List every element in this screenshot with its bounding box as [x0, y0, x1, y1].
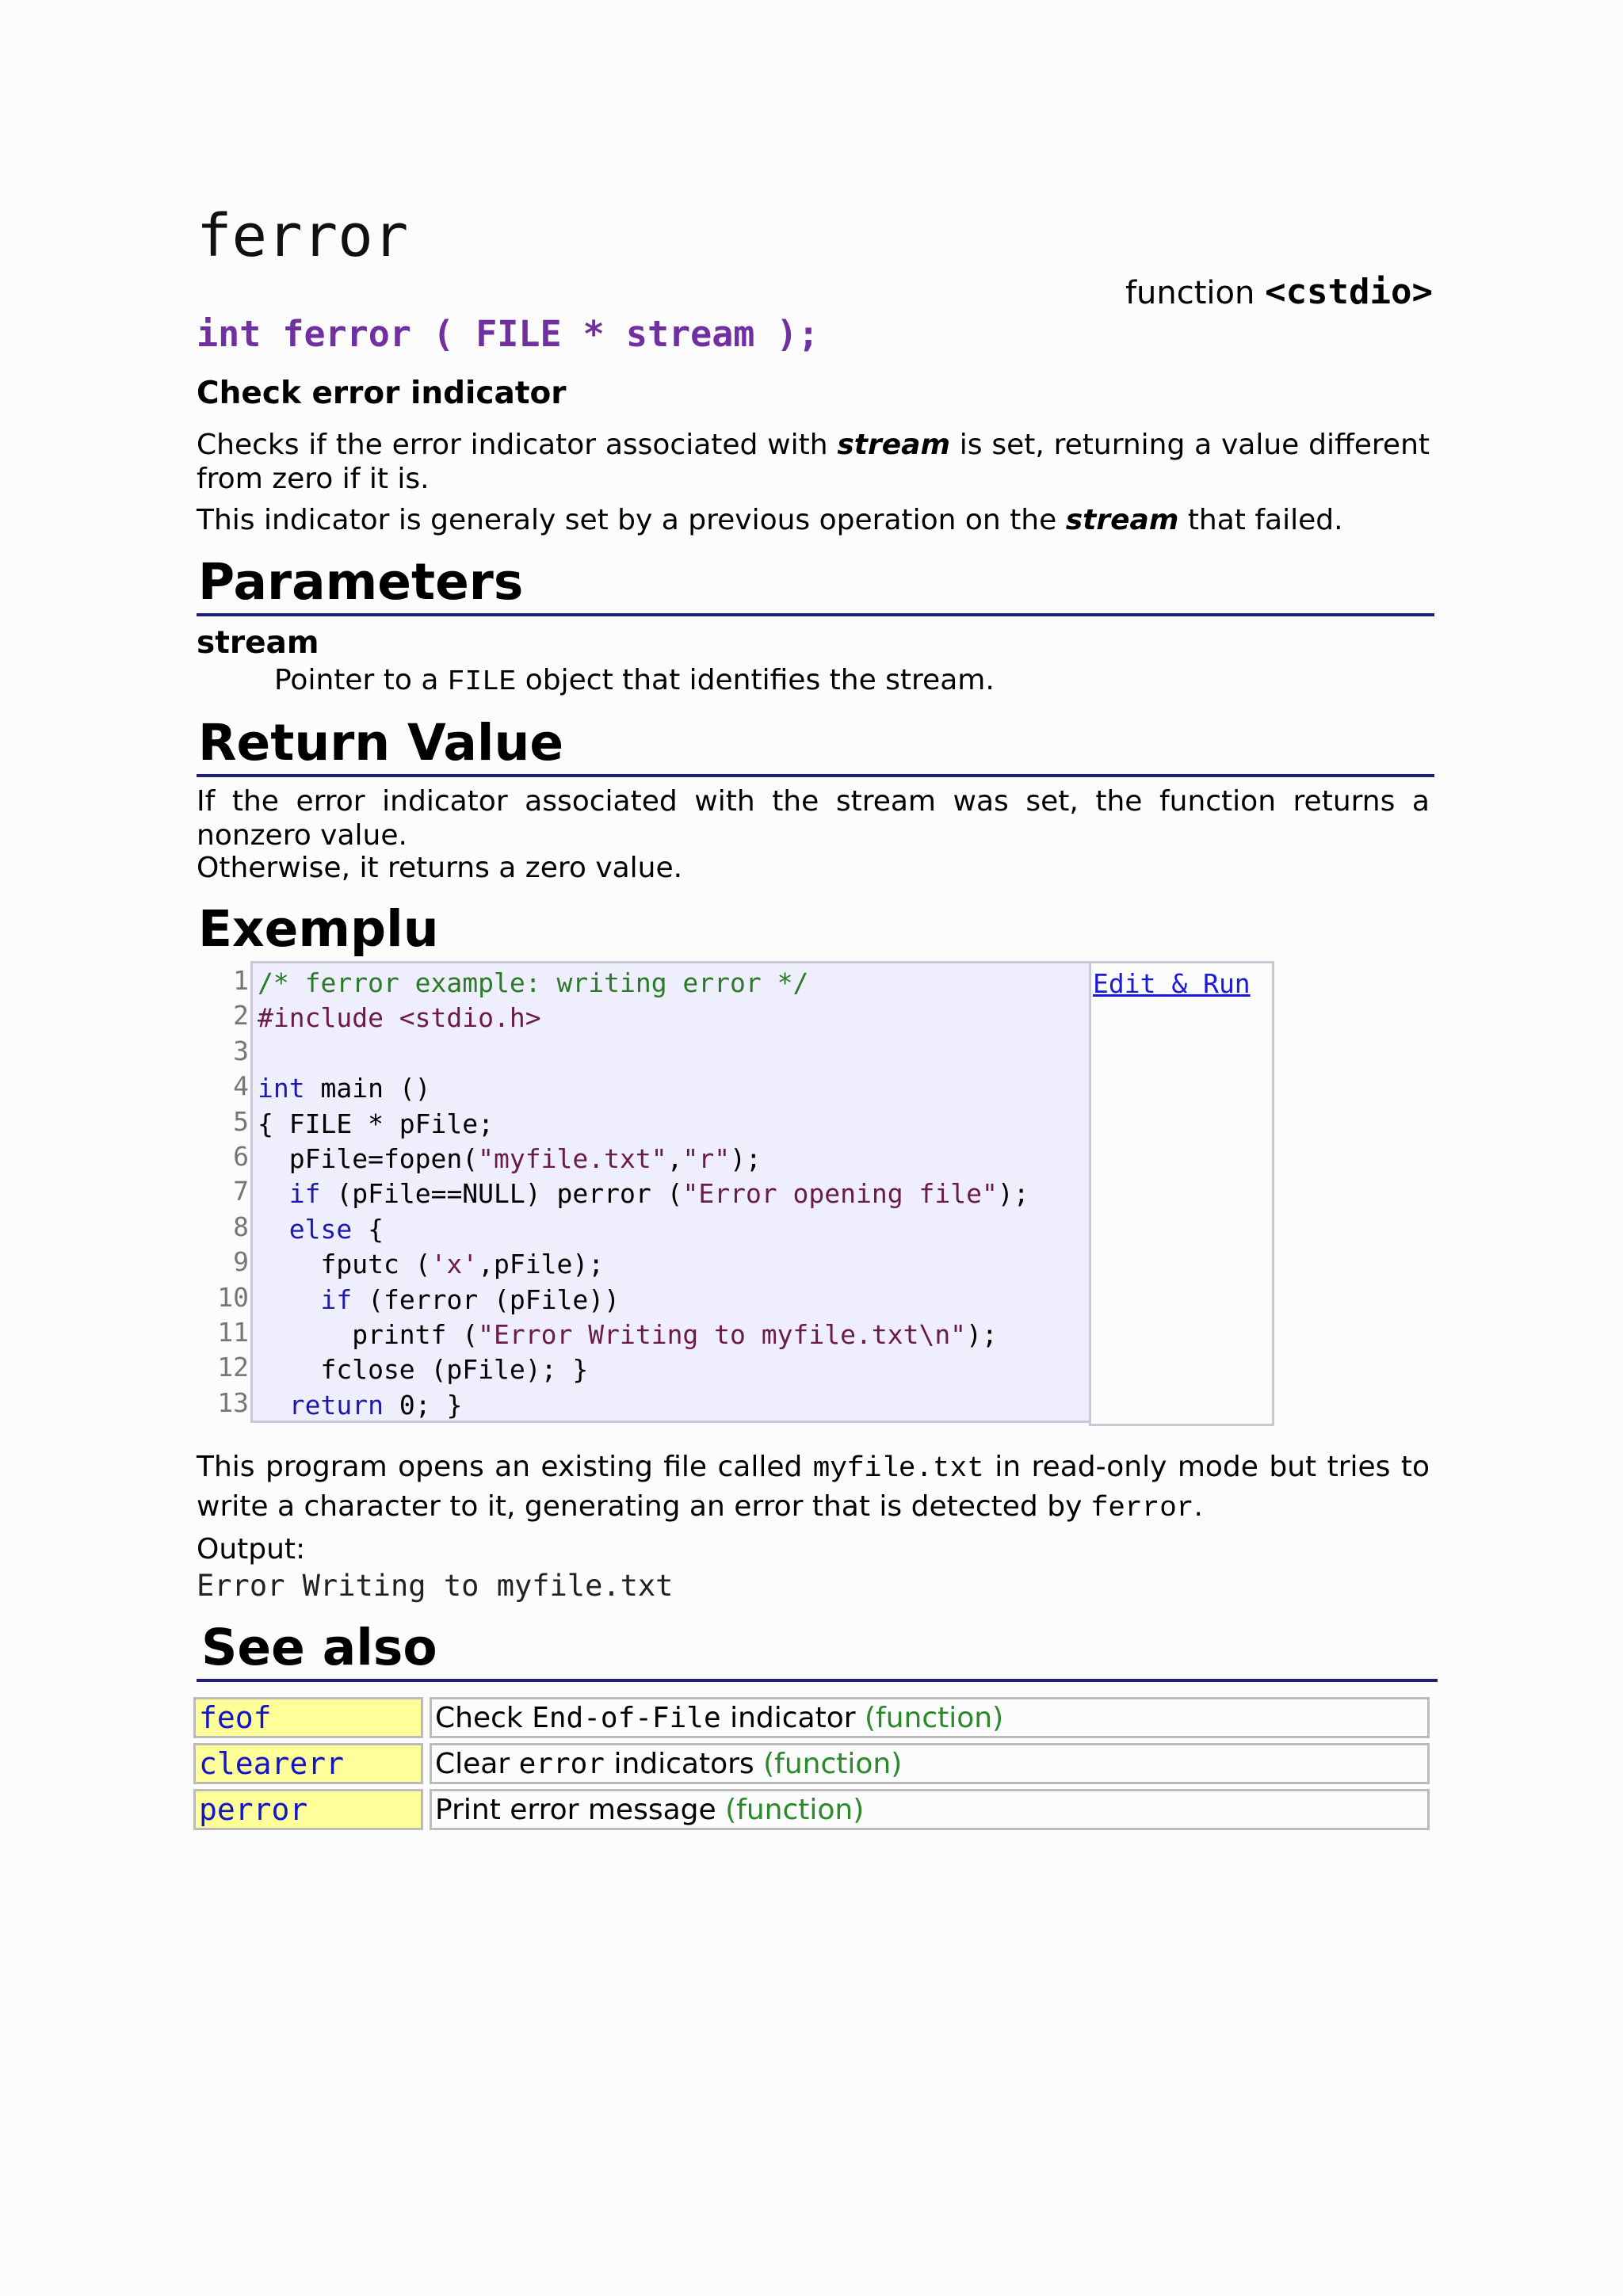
line-number: 6 — [233, 1141, 249, 1173]
see-also-row — [193, 1697, 1430, 1738]
line-number: 13 — [217, 1386, 249, 1418]
text: object that identifies the stream. — [525, 664, 995, 696]
line-number: 9 — [233, 1246, 249, 1278]
section-heading-parameters: Parameters — [197, 551, 1434, 616]
text: Check — [435, 1701, 523, 1734]
output-value: Error Writing to myfile.txt — [197, 1569, 674, 1603]
code-inline: FILE — [447, 666, 517, 698]
section-heading-return-value: Return Value — [197, 712, 1434, 777]
section-heading-example: Exemplu — [198, 900, 439, 958]
return-value-line-1: If the error indicator associated with the stream was set, the function returns a nonzero value. — [197, 785, 1430, 852]
text: indicator — [730, 1701, 856, 1734]
description-paragraph-2 — [197, 503, 1430, 537]
return-value-line-2: Otherwise, it returns a zero value. — [197, 852, 683, 884]
spacer — [423, 1743, 430, 1784]
line-numbers — [197, 961, 249, 1421]
line-number: 1 — [233, 965, 249, 996]
line-number: 7 — [233, 1176, 249, 1207]
function-prototype: int ferror ( FILE * stream ); — [197, 313, 819, 355]
edit-run-panel — [1089, 961, 1274, 1426]
see-also-link-feof[interactable]: feof — [193, 1697, 423, 1738]
example-explanation — [197, 1448, 1430, 1527]
kind-label: function — [1125, 275, 1255, 311]
code-inline: ferror — [1090, 1492, 1194, 1524]
line-number: 10 — [217, 1281, 249, 1313]
see-also-row — [193, 1789, 1430, 1830]
description-paragraph-1 — [197, 428, 1430, 496]
spacer — [423, 1789, 430, 1830]
text: Checks if the error indicator associated with — [197, 429, 828, 461]
see-also-link-clearerr[interactable]: clearerr — [193, 1743, 423, 1784]
text: Clear — [435, 1747, 510, 1780]
see-also-description — [430, 1697, 1430, 1738]
text: This program opens an existing file called — [197, 1451, 803, 1483]
text: is set, returning a value different from zero if it is. — [197, 429, 1430, 495]
function-header-info — [1125, 272, 1433, 312]
header-file[interactable]: <cstdio> — [1265, 272, 1433, 312]
code-inline: End-of-File — [532, 1701, 721, 1734]
code-inline: myfile.txt — [812, 1452, 984, 1485]
line-number: 2 — [233, 1000, 249, 1032]
see-also-description — [430, 1789, 1430, 1830]
kind-label: (function) — [763, 1747, 903, 1780]
stream-emphasis: stream — [837, 429, 950, 461]
see-also-table — [193, 1692, 1430, 1835]
output-label: Output: — [197, 1533, 306, 1566]
kind-label: (function) — [865, 1701, 1004, 1734]
parameter-description — [274, 664, 995, 698]
stream-emphasis: stream — [1065, 504, 1179, 536]
text: This indicator is generaly set by a previous operation on the — [197, 504, 1057, 536]
text: Pointer to a — [274, 664, 439, 696]
page-title: ferror — [197, 202, 409, 270]
see-also-link-perror[interactable]: perror — [193, 1789, 423, 1830]
code-inline: error — [518, 1747, 605, 1780]
section-heading-see-also: See also — [197, 1617, 1438, 1682]
text: . — [1193, 1490, 1203, 1523]
line-number: 12 — [217, 1352, 249, 1383]
line-number: 3 — [233, 1035, 249, 1066]
text: in read-only mode but tries to write a character to it, generating an error that is detected by — [197, 1451, 1430, 1523]
see-also-row — [193, 1743, 1430, 1784]
see-also-description — [430, 1743, 1430, 1784]
line-number: 8 — [233, 1211, 249, 1242]
code-example — [197, 961, 1274, 1426]
code-block[interactable]: /* ferror example: writing error */ #include <stdio.h> int main () { FILE * pFile; pFile=fopen("myfile.txt","r"); if (pFile==NULL) perror ("Error opening file"); else { fputc ('x',pFile); if (ferror (pFile)) printf ("Error Writing to myfile.txt\n"); fclose (pFile); } return 0; } — [250, 961, 1122, 1423]
text: indicators — [613, 1747, 754, 1780]
text: Print error message — [435, 1793, 716, 1826]
spacer — [423, 1697, 430, 1738]
parameter-name: stream — [197, 625, 319, 661]
edit-run-link[interactable]: Edit & Run — [1093, 968, 1251, 999]
text: that failed. — [1187, 504, 1343, 536]
line-number: 11 — [217, 1317, 249, 1348]
function-summary: Check error indicator — [197, 376, 567, 411]
line-number: 5 — [233, 1105, 249, 1137]
kind-label: (function) — [725, 1793, 865, 1826]
line-number: 4 — [233, 1070, 249, 1102]
